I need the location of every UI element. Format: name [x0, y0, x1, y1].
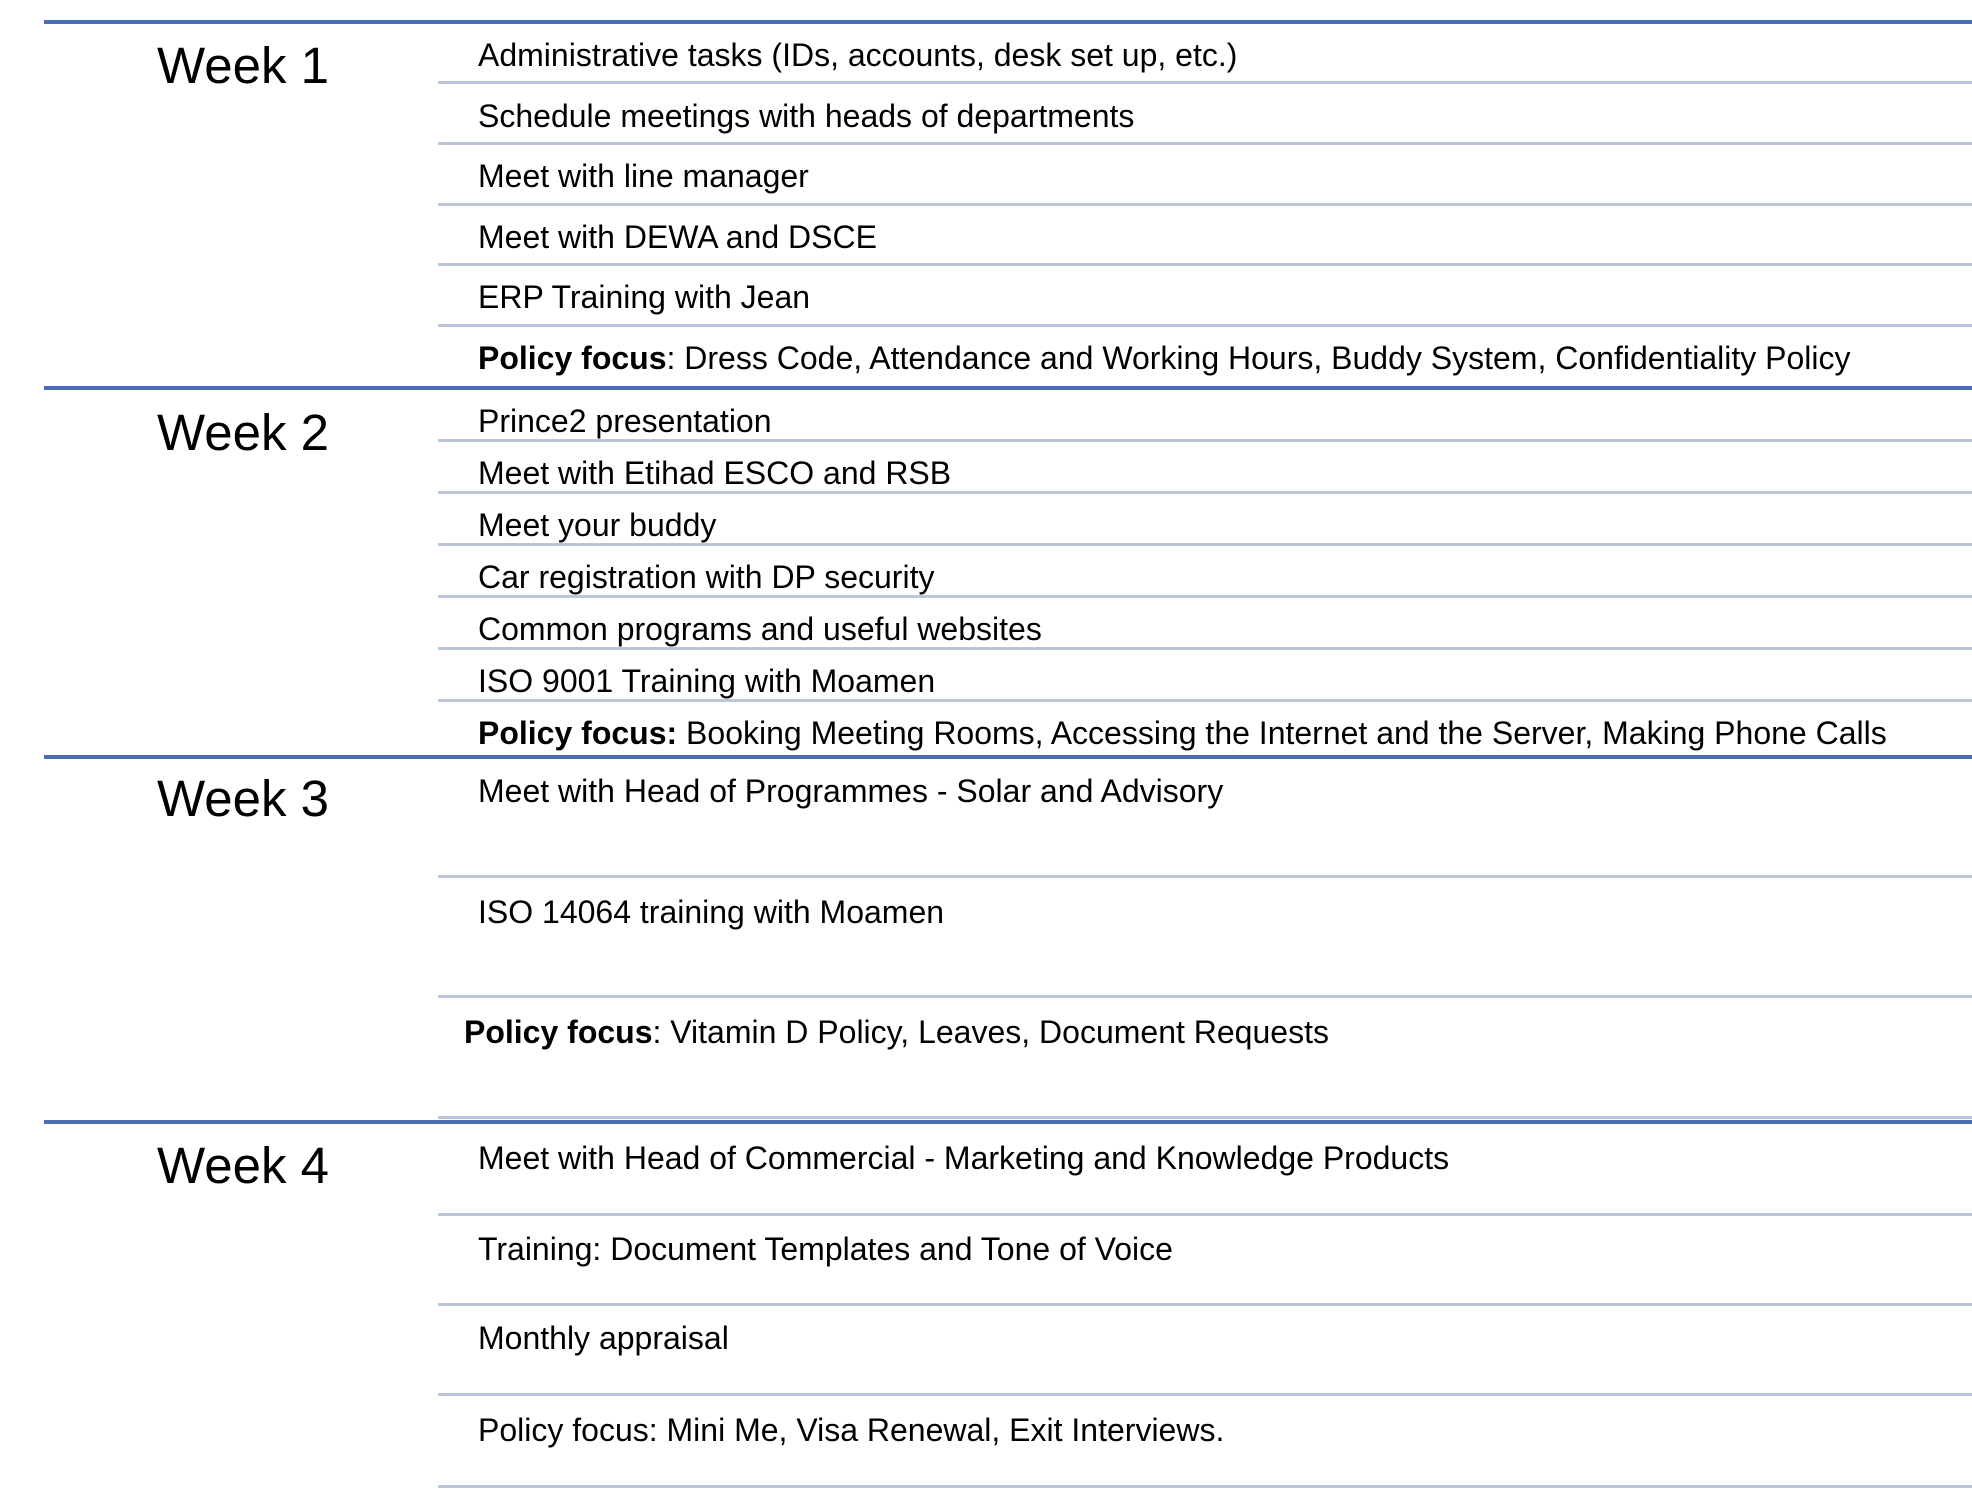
week-2-item — [478, 609, 1042, 649]
item-text: Meet your buddy — [478, 507, 717, 543]
row-divider — [438, 875, 1972, 878]
week-2-item — [478, 505, 716, 545]
week-3-item — [478, 771, 1223, 811]
row-divider — [438, 1303, 1972, 1306]
week-4-item — [478, 1410, 1224, 1450]
row-divider — [438, 543, 1972, 546]
item-text: Monthly appraisal — [478, 1320, 729, 1356]
row-divider — [438, 995, 1972, 998]
item-text: Administrative tasks (IDs, accounts, desk set up, etc.) — [478, 37, 1238, 73]
week-3-title: Week 3 — [157, 770, 329, 827]
row-divider — [438, 595, 1972, 598]
item-text: Schedule meetings with heads of departments — [478, 98, 1135, 134]
row-divider — [438, 647, 1972, 650]
week-1-policy-focus — [478, 338, 1850, 378]
item-text: ISO 14064 training with Moamen — [478, 894, 945, 930]
item-text: : Dress Code, Attendance and Working Hours, Buddy System, Confidentiality Policy — [666, 340, 1851, 376]
week-2-title: Week 2 — [157, 404, 329, 461]
row-divider — [438, 81, 1972, 84]
item-text: Training: Document Templates and Tone of Voice — [478, 1231, 1173, 1267]
policy-focus-label: Policy focus: — [478, 715, 678, 751]
row-divider — [438, 699, 1972, 702]
week-1-item — [478, 217, 877, 257]
week-2-top-divider — [44, 386, 1972, 390]
row-divider — [438, 263, 1972, 266]
week-4-item — [478, 1138, 1449, 1178]
week-3-top-divider — [44, 755, 1972, 759]
week-4-item — [478, 1318, 729, 1358]
week-1-title: Week 1 — [157, 37, 329, 94]
policy-focus-label: Policy focus — [464, 1014, 653, 1050]
week-1-item — [478, 35, 1237, 75]
item-text: Common programs and useful websites — [478, 611, 1042, 647]
item-text: Car registration with DP security — [478, 559, 935, 595]
week-2-item — [478, 453, 951, 493]
row-divider — [438, 1485, 1972, 1488]
week-2-policy-focus — [478, 713, 1887, 753]
week-2-item — [478, 401, 772, 441]
row-divider — [438, 439, 1972, 442]
item-text: : Vitamin D Policy, Leaves, Document Requests — [652, 1014, 1329, 1050]
week-4-top-divider — [44, 1120, 1972, 1124]
row-divider — [438, 142, 1972, 145]
item-text: Meet with DEWA and DSCE — [478, 219, 877, 255]
week-1-item — [478, 96, 1134, 136]
item-text: ERP Training with Jean — [478, 279, 811, 315]
item-text: Policy focus: Mini Me, Visa Renewal, Exit Interviews. — [478, 1412, 1225, 1448]
row-divider — [438, 324, 1972, 327]
week-4-title: Week 4 — [157, 1137, 329, 1194]
row-divider — [438, 1116, 1972, 1119]
week-2-item — [478, 557, 934, 597]
policy-focus-label: Policy focus — [478, 340, 667, 376]
row-divider — [438, 1393, 1972, 1396]
row-divider — [438, 1213, 1972, 1216]
week-1-item — [478, 277, 810, 317]
item-text: Meet with line manager — [478, 158, 809, 194]
item-text: Meet with Etihad ESCO and RSB — [478, 455, 952, 491]
week-3-policy-focus — [464, 1012, 1329, 1052]
week-1-item — [478, 156, 809, 196]
week-1-top-divider — [44, 20, 1972, 24]
week-2-item — [478, 661, 935, 701]
row-divider — [438, 203, 1972, 206]
item-text: Prince2 presentation — [478, 403, 772, 439]
item-text: Meet with Head of Commercial - Marketing and Knowledge Products — [478, 1140, 1450, 1176]
week-4-item — [478, 1229, 1173, 1269]
week-3-item — [478, 892, 944, 932]
item-text: Meet with Head of Programmes - Solar and Advisory — [478, 773, 1224, 809]
row-divider — [438, 491, 1972, 494]
item-text: ISO 9001 Training with Moamen — [478, 663, 936, 699]
item-text: Booking Meeting Rooms, Accessing the Internet and the Server, Making Phone Calls — [677, 715, 1887, 751]
